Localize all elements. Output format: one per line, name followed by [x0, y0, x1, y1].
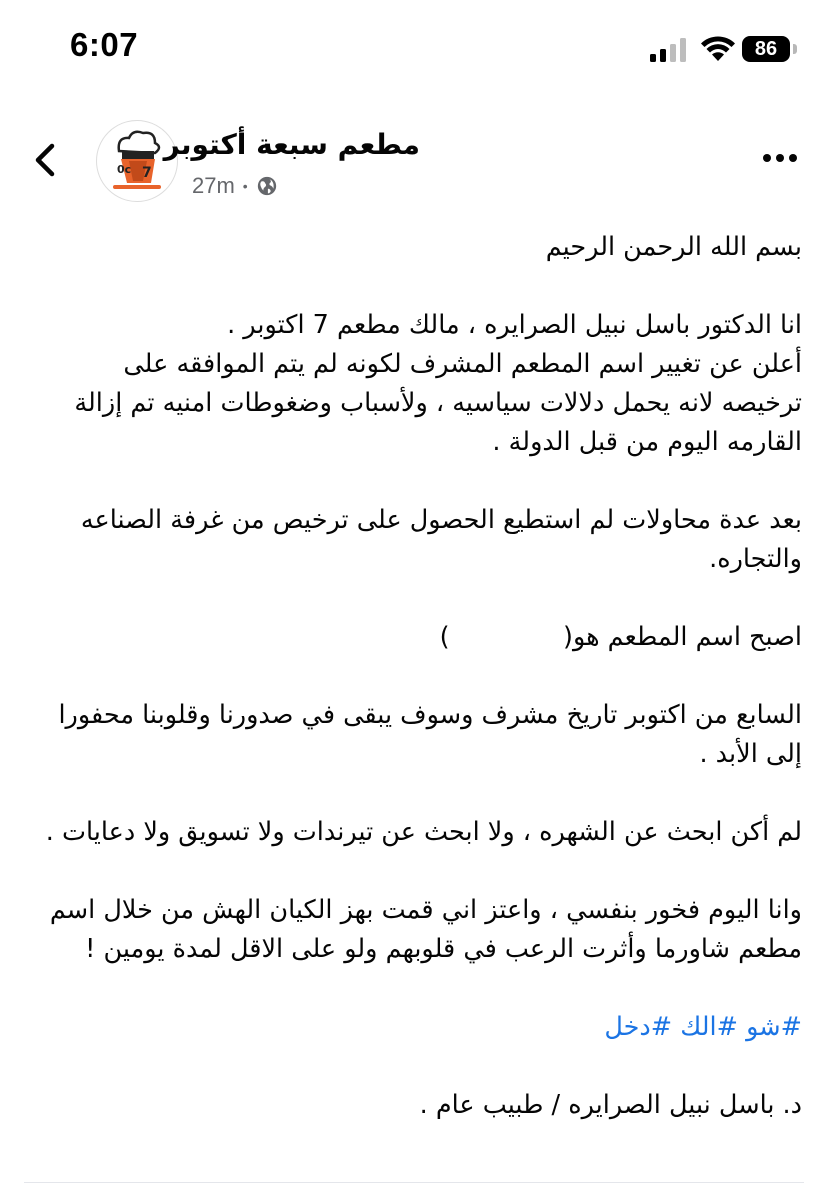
- globe-icon: [256, 175, 278, 197]
- post-paragraph: أعلن عن تغيير اسم المطعم المشرف لكونه لم يتم الموافقه على ترخيصه لانه يحمل دلالات سياسيه ، ولأسباب وضغوطات امنيه تم إزالة القارمه اليوم من قبل الدولة .: [74, 349, 802, 457]
- post-paragraph: السابع من اكتوبر تاريخ مشرف وسوف يبقى في صدورنا وقلوبنا محفورا إلى الأبد .: [58, 700, 802, 769]
- post-paragraph: انا الدكتور باسل نبيل الصرايره ، مالك مطعم 7 اكتوبر .: [227, 310, 802, 340]
- hashtag-link[interactable]: #شو: [746, 1012, 802, 1042]
- hashtag-link[interactable]: #الك: [680, 1012, 738, 1042]
- cellular-signal-icon: [650, 38, 690, 62]
- svg-text:0c: 0c: [117, 163, 132, 176]
- post-meta: [192, 172, 278, 200]
- status-bar: [0, 0, 828, 100]
- post-signature: د. باسل نبيل الصرايره / طبيب عام .: [419, 1090, 802, 1120]
- battery-tip: [793, 44, 797, 54]
- post-paragraph: وانا اليوم فخور بنفسي ، واعتز اني قمت بهز الكيان الهش من خلال اسم مطعم شاورما وأثرت الرعب في قلوبهم ولو على الاقل لمدة يومين !: [49, 895, 802, 964]
- page-name[interactable]: مطعم سبعة أكتوبر: [163, 128, 420, 161]
- post-paragraph: لم أكن ابحث عن الشهره ، ولا ابحث عن تيرندات ولا تسويق ولا دعايات .: [45, 817, 802, 847]
- post-time[interactable]: 27m: [192, 173, 235, 198]
- status-time: 6:07: [70, 26, 139, 63]
- separator-dot: •: [242, 178, 248, 194]
- wifi-icon: [700, 35, 736, 63]
- post-body: [40, 228, 802, 1125]
- post-paragraph: اصبح اسم المطعم هو( ): [439, 622, 802, 652]
- battery-level: 86: [742, 36, 790, 62]
- hashtag-list: [40, 1008, 802, 1047]
- battery-icon: [742, 36, 802, 64]
- svg-text:7: 7: [142, 165, 152, 181]
- post-header: [0, 110, 828, 210]
- post-paragraph: بعد عدة محاولات لم استطيع الحصول على ترخيص من غرفة الصناعه والتجاره.: [80, 505, 802, 574]
- hashtag-link[interactable]: #دخل: [604, 1012, 673, 1042]
- post-paragraph: بسم الله الرحمن الرحيم: [545, 232, 802, 262]
- back-button[interactable]: [28, 140, 64, 180]
- more-options-icon[interactable]: [762, 152, 798, 164]
- divider: [24, 1182, 804, 1183]
